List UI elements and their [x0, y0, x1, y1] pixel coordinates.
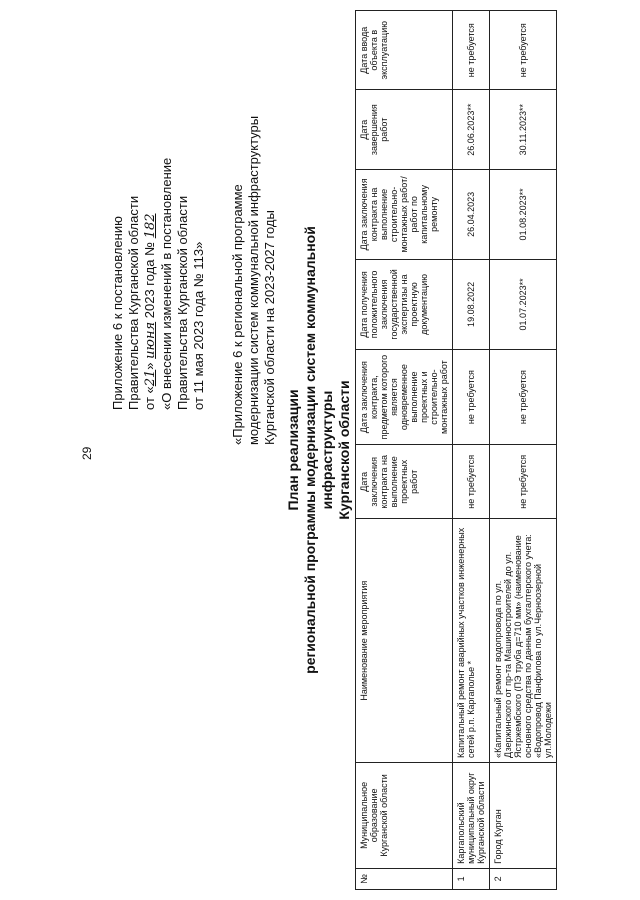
cell-combined-contract: не требуется	[490, 349, 557, 444]
program-line: модернизации систем коммунальной инфраструктуры	[246, 115, 261, 445]
cell-measure: Капитальный ремонт аварийных участков инженерных сетей р.п. Каргаполье *	[453, 519, 490, 763]
cell-construction-contract: 01.08.2023**	[490, 169, 557, 259]
header-completion: Дата завершения работ	[356, 90, 453, 169]
appendix-line: «О внесении изменений в постановление	[159, 157, 174, 410]
header-expertise: Дата получения положительного заключения государственной экспертизы на проектную документацию	[356, 259, 453, 349]
date-mid: »	[142, 358, 157, 370]
cell-commissioning: не требуется	[453, 11, 490, 90]
cell-completion: 26.06.2023**	[453, 90, 490, 169]
cell-design-contract: не требуется	[453, 445, 490, 519]
date-year: 2023 года №	[142, 238, 157, 322]
cell-measure: «Капитальный ремонт водопровода по ул. Дзержинского от пр-та Машиностроителей до ул. Ястржембского (ПЭ труба д=710 мм» (наименование основного средства по данным бухгалтерского учета: «Водопровод Панфилова по ул.Черноозерной ул.Молодежи	[490, 519, 557, 763]
header-commissioning: Дата ввода объекта в эксплуатацию	[356, 11, 453, 90]
document-title	[285, 170, 353, 730]
header-combined-contract: Дата заключения контракта, предметом которого является одновременное выполнение проектных и строительно-монтажных работ	[356, 349, 453, 444]
title-line: План реализации	[285, 389, 301, 511]
table-row	[453, 11, 490, 890]
program-line: Курганской области на 2023-2027 годы	[262, 210, 277, 445]
table-header-row	[356, 11, 453, 890]
cell-construction-contract: 26.04.2023	[453, 169, 490, 259]
cell-completion: 30.11.2023**	[490, 90, 557, 169]
header-municipality: Муниципальное образование Курганской области	[356, 762, 453, 868]
header-design-contract: Дата заключения контракта на выполнение проектных работ	[356, 445, 453, 519]
cell-num: 1	[453, 868, 490, 889]
handwritten-day: 21	[143, 369, 158, 387]
cell-municipality: Каргапольский муниципальный округ Курганской области	[453, 762, 490, 868]
table-row	[490, 11, 557, 890]
appendix-line: Правительства Курганской области	[126, 195, 141, 410]
page-number: 29	[80, 446, 94, 460]
appendix-date-line	[142, 90, 159, 410]
cell-combined-contract: не требуется	[453, 349, 490, 444]
date-prefix: от «	[142, 386, 157, 410]
program-reference	[230, 85, 278, 445]
handwritten-month: июня	[143, 321, 158, 359]
cell-commissioning: не требуется	[490, 11, 557, 90]
cell-design-contract: не требуется	[490, 445, 557, 519]
header-num: №	[356, 868, 453, 889]
appendix-line: Правительства Курганской области	[175, 195, 190, 410]
appendix-line: от 11 мая 2023 года № 113»	[191, 241, 206, 410]
header-construction-contract: Дата заключения контракта на выполнение строительно-монтажных работ/работ по капитальному ремонту	[356, 169, 453, 259]
title-line: Курганской области	[336, 380, 352, 520]
appendix-header	[110, 90, 207, 410]
title-line: региональной программы модернизации систем коммунальной инфраструктуры	[302, 226, 335, 674]
header-measure: Наименование мероприятия	[356, 519, 453, 763]
cell-expertise: 19.08.2022	[453, 259, 490, 349]
implementation-plan-table	[355, 10, 557, 890]
program-line: «Приложение 6 к региональной программе	[230, 184, 245, 445]
cell-municipality: Город Курган	[490, 762, 557, 868]
cell-num: 2	[490, 868, 557, 889]
handwritten-number: 182	[143, 213, 158, 239]
cell-expertise: 01.07.2023**	[490, 259, 557, 349]
appendix-line: Приложение 6 к постановлению	[110, 216, 125, 410]
